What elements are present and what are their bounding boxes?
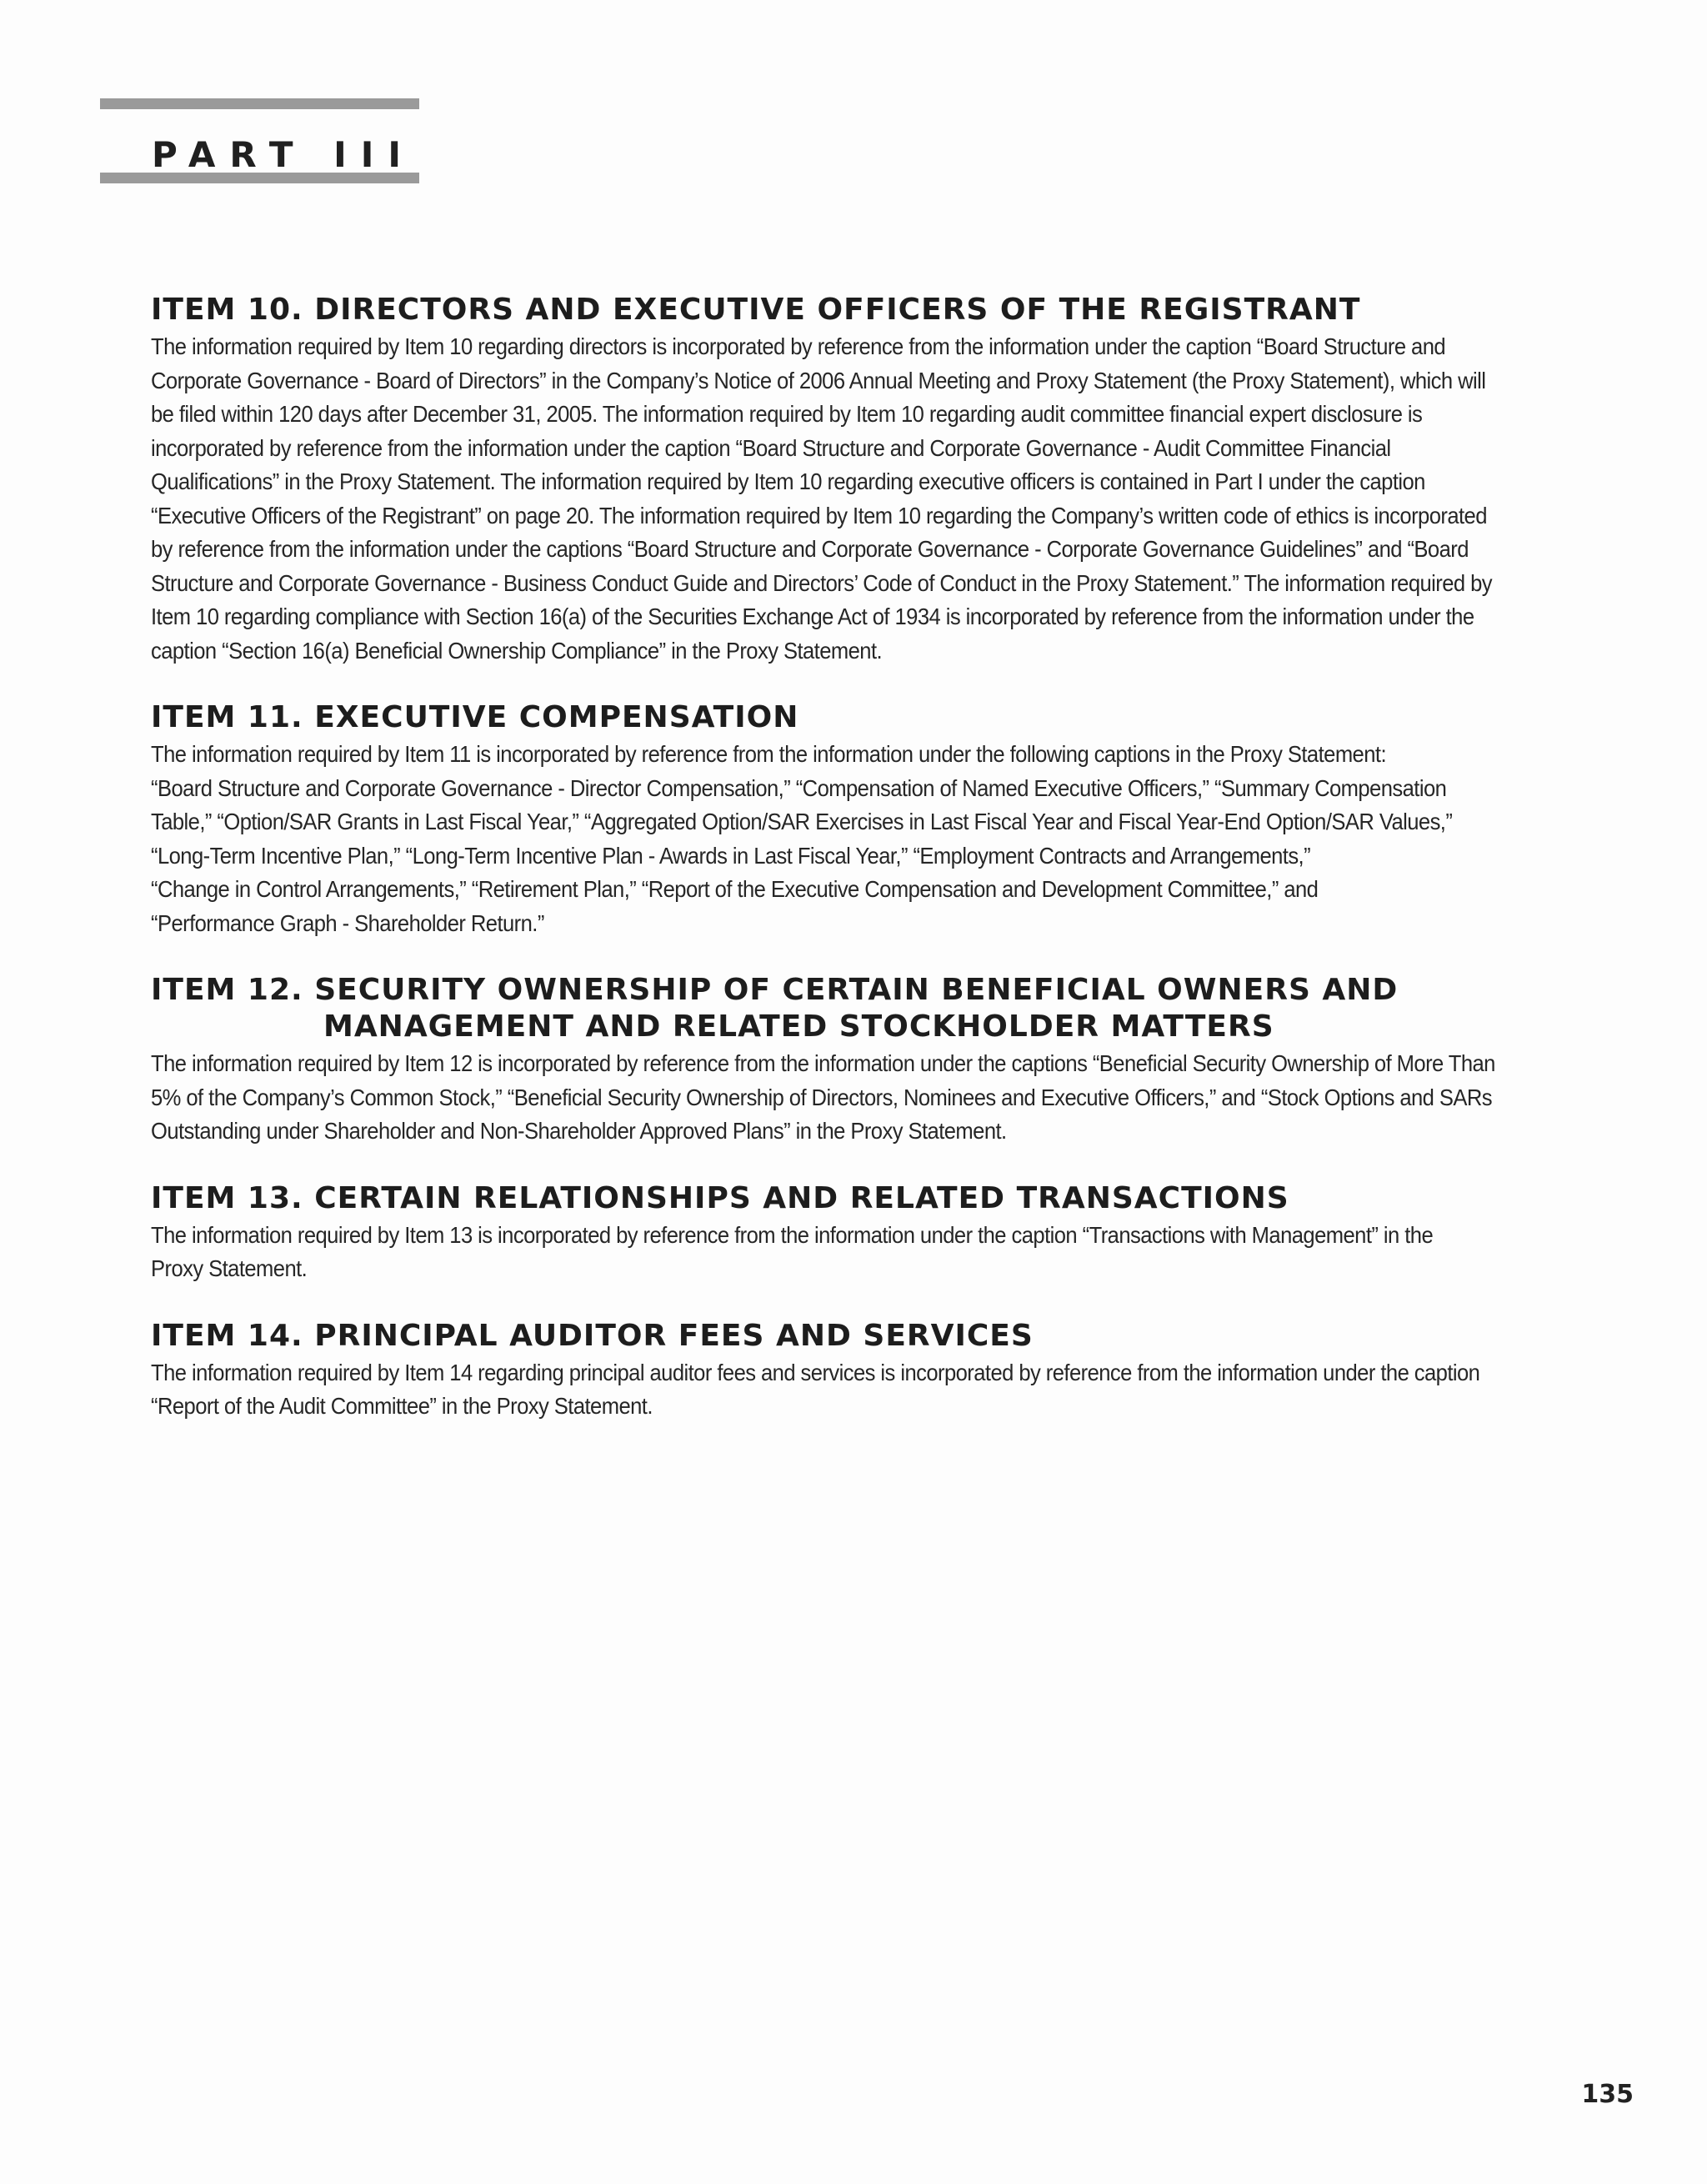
item-10-body: The information required by Item 10 regarding directors is incorporated by reference from the information under the caption “Board Structure and Corporate Governance - Board of Directors” in the Company’s Notice of 2006 Annual Meeting and Proxy Statement (the Proxy Statement), which will be filed within 120 days after December 31, 2005. The information required by Item 10 regarding audit committee financial expert disclosure is incorporated by reference from the information under the caption “Board Structure and Corporate Governance - Audit Committee Financial Qualifications” in the Proxy Statement. The information required by Item 10 regarding executive officers is contained in Part I under the caption “Executive Officers of the Registrant” on page 20. The information required by Item 10 regarding the Company’s written code of ethics is incorporated by reference from the information under the captions “Board Structure and Corporate Governance - Corporate Governance Guidelines” and “Board Structure and Corporate Governance - Business Conduct Guide and Directors’ Code of Conduct in the Proxy Statement.” The information required by Item 10 regarding compliance with Section 16(a) of the Securities Exchange Act of 1934 is incorporated by reference from the information under the caption “Section 16(a) Beneficial Ownership Compliance” in the Proxy Statement. [151,333,1493,664]
item-13-body: The information required by Item 13 is incorporated by reference from the information under the caption “Transactions with Management” in the Proxy Statement. [151,1221,1434,1281]
item-14-body: The information required by Item 14 regarding principal auditor fees and services is incorporated by reference from the information under the caption “Report of the Audit Committee” in the Proxy Statement. [151,1359,1480,1419]
item-10-section [151,292,1559,668]
item-12-heading-continuation: MANAGEMENT AND RELATED STOCKHOLDER MATTERS [323,1009,1274,1044]
item-10-heading: ITEM 10. DIRECTORS AND EXECUTIVE OFFICERS OF THE REGISTRANT [151,293,1361,327]
item-14-section [151,1318,1559,1424]
item-12-heading: ITEM 12. SECURITY OWNERSHIP OF CERTAIN BENEFICIAL OWNERS AND MANAGEMENT AND RELATED STOCKHOLDER MATTERS [151,972,1559,1045]
document-content [151,292,1559,1455]
part-title: PART III [152,134,416,175]
item-11-heading: ITEM 11. EXECUTIVE COMPENSATION [151,700,799,734]
part-header [100,98,419,183]
item-13-heading: ITEM 13. CERTAIN RELATIONSHIPS AND RELATED TRANSACTIONS [151,1180,1289,1215]
page-number: 135 [1581,2080,1634,2109]
item-11-body: The information required by Item 11 is incorporated by reference from the information under the following captions in the Proxy Statement: “Board Structure and Corporate Governance - Director Compensation,” “Compensation of Named Executive Officers,” “Summary Compensation Table,” “Option/SAR Grants in Last Fiscal Year,” “Aggregated Option/SAR Exercises in Last Fiscal Year and Fiscal Year-End Option/SAR Values,” “Long-Term Incentive Plan,” “Long-Term Incentive Plan - Awards in Last Fiscal Year,” “Employment Contracts and Arrangements,” “Change in Control Arrangements,” “Retirement Plan,” “Report of the Executive Compensation and Development Committee,” and “Performance Graph - Shareholder Return.” [151,741,1453,936]
item-14-heading: ITEM 14. PRINCIPAL AUDITOR FEES AND SERVICES [151,1318,1034,1353]
item-12-section [151,972,1559,1149]
item-13-section [151,1180,1559,1286]
item-11-section [151,699,1559,940]
part-top-rule [100,98,419,109]
item-12-body: The information required by Item 12 is incorporated by reference from the information under the captions “Beneficial Security Ownership of More Than 5% of the Company’s Common Stock,” “Beneficial Security Ownership of Directors, Nominees and Executive Officers,” and “Stock Options and SARs Outstanding under Shareholder and Non-Shareholder Approved Plans” in the Proxy Statement. [151,1050,1495,1144]
